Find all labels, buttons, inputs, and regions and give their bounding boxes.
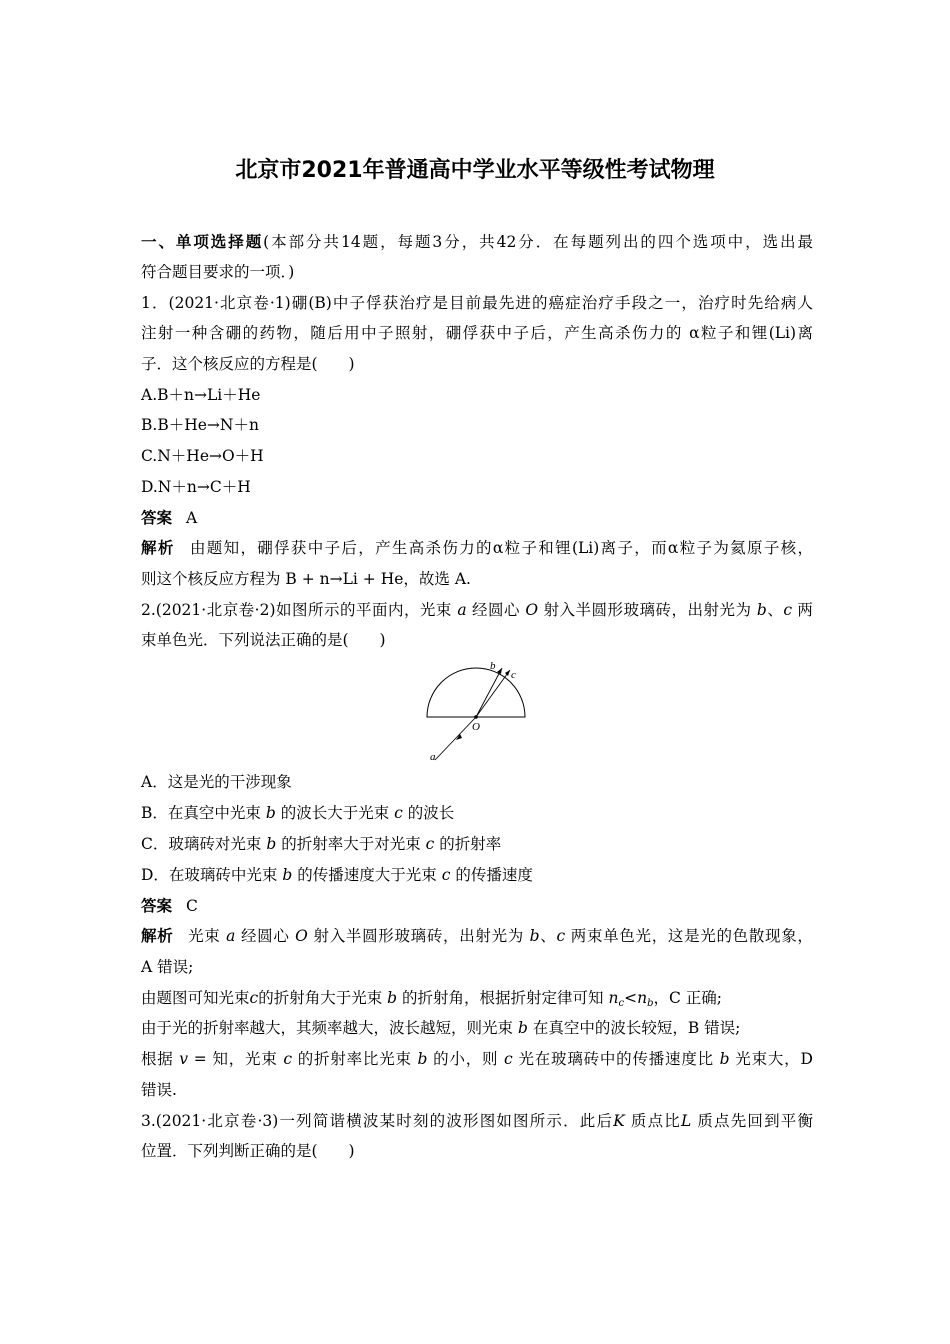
semicircle-glass-diagram: [420, 656, 532, 768]
section-heading: 一、单项选择题: [141, 233, 264, 251]
q3-stem-line: 3.(2021·北京卷·3)一列简谐横波某时刻的波形图如图所示．此后K 质点比L 质点先回到平衡: [141, 1112, 813, 1130]
q2-analysis-cont: A 错误;: [141, 958, 194, 976]
q2-stem-line: 2.(2021·北京卷·2)如图所示的平面内，光束 a 经圆心 O 射入半圆形玻璃砖，出射光为 b、c 两: [141, 601, 813, 619]
answer-value: C: [186, 897, 198, 915]
q2-answer: [141, 896, 813, 916]
q1-stem-line: 子．这个核反应的方程是( ): [141, 355, 355, 373]
section-intro-cont: 符合题目要求的一项．): [141, 263, 295, 281]
q2-analysis-cont: 由题图可知光束c的折射角大于光束 b 的折射角，根据折射定律可知 $n_c<n_b$，C 正确;: [141, 989, 722, 1009]
answer-label: 答案: [141, 897, 173, 915]
center-point-o: [474, 715, 478, 719]
arrow-icon: [505, 670, 510, 676]
q1-answer: [141, 508, 813, 528]
q1-stem-line: 1．(2021·北京卷·1)硼(B)中子俘获治疗是目前最先进的癌症治疗手段之一，治疗时先给病人: [141, 294, 813, 312]
q1-option-d: D.N＋n→C＋H: [141, 478, 251, 496]
q1-option-b: B.B＋He→N＋n: [141, 416, 259, 434]
q2-analysis-cont: 根据 v = 知，光束 c 的折射率比光束 b 的小，则 c 光在玻璃砖中的传播速度比 b 光束大，D: [141, 1050, 813, 1068]
q1-option-a: A.B＋n→Li＋He: [141, 386, 261, 404]
answer-label: 答案: [141, 509, 173, 527]
q1-stem-line: 注射一种含硼的药物，随后用中子照射，硼俘获中子后，产生高杀伤力的 α粒子和锂(Li)离: [141, 324, 813, 342]
q2-analysis-cont: 错误.: [141, 1081, 177, 1099]
label-o: O: [472, 721, 480, 733]
q3-stem-line: 位置．下列判断正确的是( ): [141, 1142, 355, 1160]
q2-option-c: C．玻璃砖对光束 b 的折射率大于对光束 c 的折射率: [141, 835, 502, 853]
label-b: b: [490, 660, 496, 672]
incident-ray-a: [435, 717, 476, 760]
q2-option-a: A．这是光的干涉现象: [141, 773, 292, 791]
section-intro: 一、单项选择题(本部分共14题，每题3分，共42分．在每题列出的四个选项中，选出最: [141, 233, 813, 251]
q2-stem-line: 束单色光．下列说法正确的是( ): [141, 631, 386, 649]
analysis-label: 解析: [141, 927, 174, 945]
q2-option-b: B．在真空中光束 b 的波长大于光束 c 的波长: [141, 804, 455, 822]
q1-option-c: C.N＋He→O＋H: [141, 447, 264, 465]
analysis-label: 解析: [141, 539, 175, 557]
label-c: c: [511, 669, 516, 681]
q1-analysis: 解析 由题知，硼俘获中子后，产生高杀伤力的α粒子和锂(Li)离子，而α粒子为氦原子核，: [141, 539, 813, 557]
page-title: 北京市2021年普通高中学业水平等级性考试物理: [235, 158, 715, 183]
q1-analysis-cont: 则这个核反应方程为 B + n→Li + He，故选 A.: [141, 570, 471, 588]
answer-value: A: [186, 509, 198, 527]
ray-c: [476, 670, 510, 717]
q2-option-d: D．在玻璃砖中光束 b 的传播速度大于光束 c 的传播速度: [141, 866, 533, 884]
ray-b: [476, 668, 502, 717]
q2-analysis: 解析 光束 a 经圆心 O 射入半圆形玻璃砖，出射光为 b、c 两束单色光，这是光的色散现象，: [141, 927, 813, 945]
label-a: a: [430, 751, 436, 763]
q2-analysis-cont: 由于光的折射率越大，其频率越大，波长越短，则光束 b 在真空中的波长较短，B 错误;: [141, 1019, 741, 1037]
